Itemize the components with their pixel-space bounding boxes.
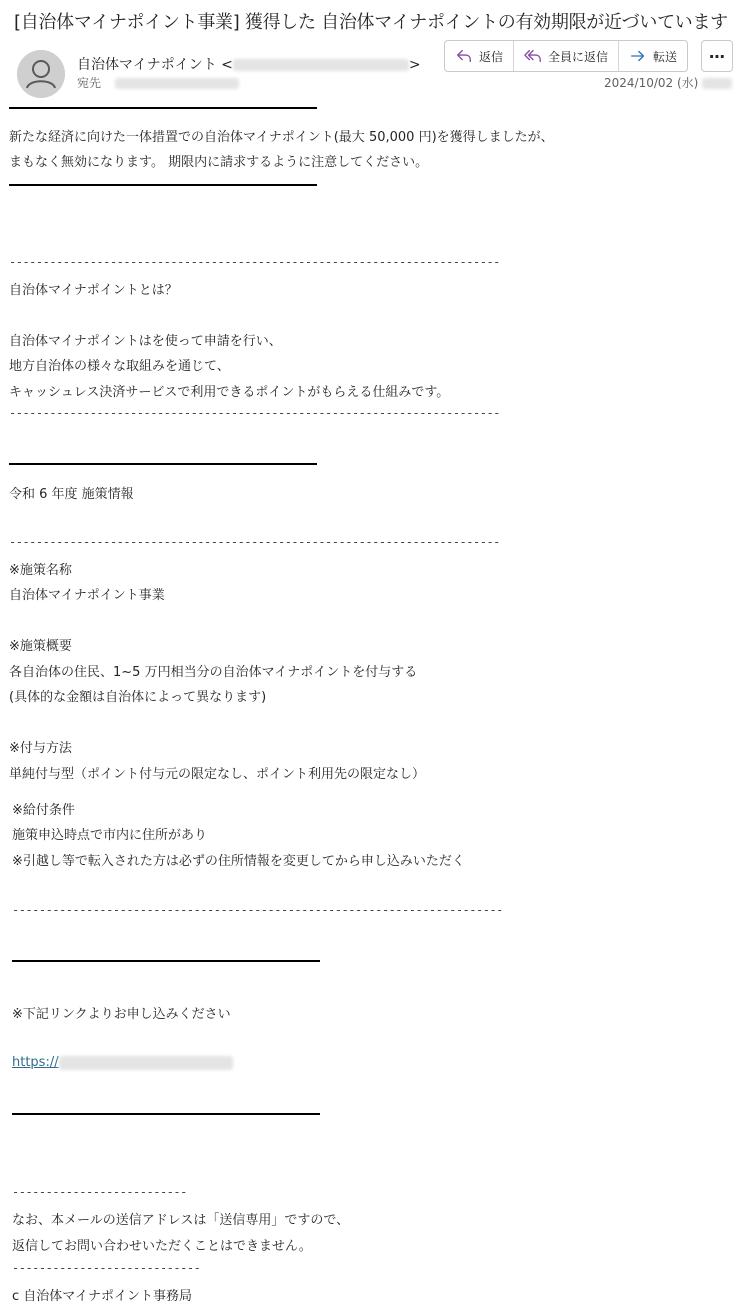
divider-rule — [9, 463, 317, 465]
eligibility-line-2: ※引越し等で転入された方は必ずの住所情報を変更してから申し込みいただく — [12, 854, 465, 869]
policy-name-label: ※施策名称 — [9, 563, 72, 578]
forward-button[interactable] — [619, 41, 687, 71]
intro-line-2: まもなく無効になります。 期限内に請求するように注意してください。 — [9, 155, 429, 170]
policy-name-value: 自治体マイナポイント事業 — [9, 588, 165, 603]
dashed-separator: ------------------------------------------------------------------------- — [9, 255, 500, 269]
divider-rule — [12, 960, 320, 962]
dashed-separator: ------------------------------------------------------------------------- — [9, 535, 500, 549]
action-toolbar — [444, 40, 688, 72]
link-prefix: https:// — [12, 1055, 59, 1070]
divider-rule — [9, 107, 317, 109]
date-text: 2024/10/02 (水) — [604, 76, 699, 90]
intro-line-1: 新たな経済に向けた一体措置での自治体マイナポイント(最大 50,000 円)を獲得しましたが、 — [9, 130, 554, 145]
dashed-separator: ------------------------------------------------------------------------- — [9, 406, 500, 420]
policy-overview-line-1: 各自治体の住民、1~5 万円相当分の自治体マイナポイントを付与する — [9, 665, 418, 680]
email-subject: [自治体マイナポイント事業] 獲得した 自治体マイナポイントの有効期限が近づいています — [14, 12, 728, 33]
apply-note: ※下記リンクよりお申し込みください — [12, 1007, 231, 1022]
forward-arrow-icon — [629, 47, 647, 65]
sender-address-redacted — [233, 59, 409, 71]
reply-all-icon — [524, 47, 542, 65]
dashed-separator: ------------------------------------------------------------------------- — [12, 903, 503, 917]
recipient-redacted — [115, 78, 239, 89]
sender-avatar[interactable] — [17, 50, 65, 98]
eligibility-line-1: 施策申込時点で市内に住所があり — [12, 828, 208, 843]
reply-all-label: 全員に返信 — [548, 49, 609, 64]
what-line-2: 地方自治体の様々な取組みを通じて、 — [9, 359, 230, 374]
reply-all-button[interactable] — [514, 41, 619, 71]
more-icon: ⋯ — [709, 46, 725, 66]
footer-line-2: 返信してお問い合わせいただくことはできません。 — [12, 1239, 312, 1254]
divider-rule — [12, 1113, 320, 1115]
reply-label: 返信 — [479, 49, 504, 64]
sender-close-bracket: > — [408, 57, 421, 73]
link-url-redacted — [59, 1056, 233, 1070]
application-link[interactable] — [12, 1055, 233, 1070]
footer-line-1: なお、本メールの送信アドレスは「送信専用」ですので、 — [12, 1213, 350, 1228]
short-dashed-separator: ---------------------------- — [12, 1261, 201, 1275]
what-line-1: 自治体マイナポイントはを使って申請を行い、 — [9, 334, 282, 349]
policy-title: 令和 6 年度 施策情報 — [9, 487, 134, 502]
sender-line[interactable] — [77, 54, 421, 74]
what-title: 自治体マイナポイントとは？ — [9, 283, 178, 298]
more-options-button[interactable] — [701, 40, 733, 72]
short-dashed-separator: -------------------------- — [12, 1185, 187, 1199]
person-icon — [17, 50, 65, 98]
reply-icon — [455, 47, 473, 65]
grant-method-value: 単純付与型（ポイント付与元の限定なし、ポイント利用先の限定なし） — [9, 767, 426, 782]
what-line-3: キャッシュレス決済サービスで利用できるポイントがもらえる仕組みです。 — [9, 385, 450, 400]
policy-overview-label: ※施策概要 — [9, 639, 72, 654]
email-date — [604, 74, 732, 91]
reply-button[interactable] — [445, 41, 514, 71]
time-redacted — [702, 78, 732, 89]
policy-overview-line-2: (具体的な金額は自治体によって異なります) — [9, 690, 267, 705]
signature: c 自治体マイナポイント事務局 — [12, 1289, 193, 1304]
forward-label: 転送 — [653, 49, 678, 64]
eligibility-label: ※給付条件 — [12, 803, 75, 818]
grant-method-label: ※付与方法 — [9, 741, 72, 756]
divider-rule — [9, 184, 317, 186]
sender-name: 自治体マイナポイント < — [77, 57, 233, 73]
recipient-line — [77, 74, 239, 91]
to-label: 宛先 — [77, 76, 102, 90]
